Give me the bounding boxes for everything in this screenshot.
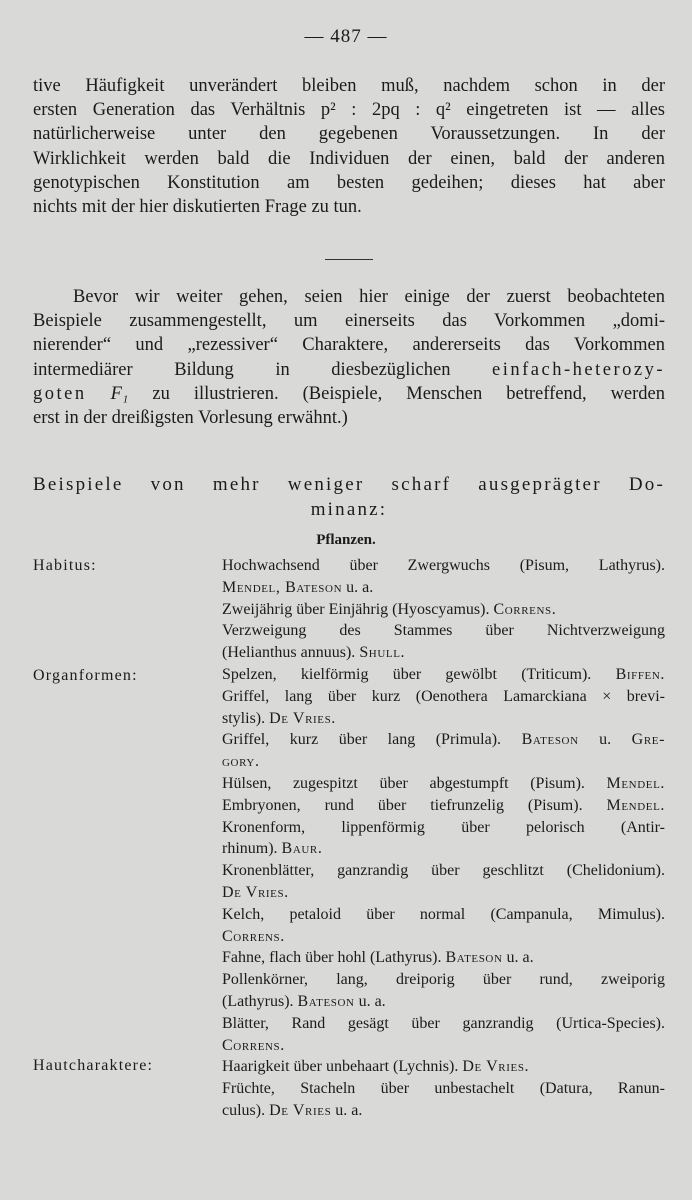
entry-suffix: u. a. — [354, 992, 386, 1010]
entry-text: Hülsen, zugespitzt über abgestumpft (Pisum). — [222, 774, 607, 792]
list-item — [222, 1013, 665, 1057]
emphasized-term: goten — [33, 383, 87, 404]
author-name: Mendel. — [606, 774, 665, 792]
author-name: Gre- — [631, 731, 666, 749]
list-item — [222, 729, 665, 773]
entry-text: (Lathyrus). — [222, 992, 298, 1010]
text-line: tive Häufigkeit unverändert bleiben muß, nachdem schon in der — [33, 76, 665, 96]
entry-text: culus). — [222, 1101, 270, 1119]
heading-line: minanz: — [310, 499, 388, 520]
entry-text: Embryonen, rund über tiefrunzelig (Pisum). — [222, 796, 607, 814]
list-item — [222, 969, 665, 1013]
author-name: De Vries. — [269, 709, 336, 727]
entry-line: Kronenform, lippenförmig über pelorisch (Antir- — [222, 818, 665, 836]
emphasized-term: einfach-heterozy- — [492, 359, 665, 380]
list-item — [222, 599, 665, 621]
list-item — [222, 773, 665, 795]
text-segment: intermediärer Bildung in diesbezüglichen — [33, 359, 451, 380]
author-name: Biffen. — [615, 665, 665, 683]
entry-text: (Helianthus annuus). — [222, 644, 360, 662]
list-item — [222, 1078, 665, 1122]
entry-suffix: u. a. — [502, 949, 534, 967]
entry-line: Verzweigung des Stammes über Nichtverzweigung — [222, 622, 665, 640]
paragraph-continuation — [33, 74, 665, 219]
author-name: Bateson — [445, 949, 503, 967]
formula-f1: F₁ — [110, 383, 129, 404]
author-name: gory. — [222, 753, 260, 771]
list-item — [222, 1056, 665, 1078]
entry-line — [222, 991, 665, 1013]
entry-line: Früchte, Stacheln über unbestachelt (Datura, Ranun- — [222, 1080, 665, 1098]
entry-text: Zweijährig über Einjährig (Hyoscyamus). — [222, 600, 494, 618]
entry-line — [222, 1056, 665, 1078]
entry-line — [222, 642, 665, 664]
entry-line: Pollenkörner, lang, dreiporig über rund, zweiporig — [222, 971, 665, 989]
author-name: De Vries — [269, 1101, 332, 1119]
list-item — [222, 947, 665, 969]
entry-line — [222, 599, 665, 621]
list-item — [222, 860, 665, 904]
text-line: nierender“ und „rezessiver“ Charaktere, andererseits das Vorkommen — [33, 335, 665, 356]
text-line: natürlicherweise unter den gegebenen Voraussetzungen. In der — [33, 124, 665, 145]
text-line: Bevor wir weiter gehen, seien hier einige der zuerst beobachteten — [73, 287, 665, 307]
text-line: genotypischen Konstitution am besten gedeihen; dieses hat aber — [33, 172, 665, 193]
entry-text: Spelzen, kielförmig über gewölbt (Triticum). — [222, 665, 616, 683]
entry-line — [222, 1100, 665, 1122]
author-name: Baur. — [281, 840, 323, 858]
author-name: Correns. — [493, 600, 557, 618]
entry-line — [222, 729, 665, 751]
text-line: erst in der dreißigsten Vorlesung erwähnt.) — [33, 408, 348, 429]
list-item — [222, 664, 665, 686]
list-item — [222, 817, 665, 861]
entry-line: Blätter, Rand gesägt über ganzrandig (Urtica-Species). — [222, 1014, 665, 1032]
entry-text: Haarigkeit über unbehaart (Lychnis). — [222, 1058, 463, 1076]
entry-text: Fahne, flach über hohl (Lathyrus). — [222, 949, 446, 967]
entry-line — [222, 773, 665, 795]
entry-text: Griffel, kurz über lang (Primula). — [222, 731, 522, 749]
author-name: Correns. — [222, 1036, 285, 1054]
entry-text: u. — [578, 731, 632, 749]
text-line: nichts mit der hier diskutierten Frage zu tun. — [33, 197, 362, 218]
entry-line — [222, 577, 665, 599]
heading-line: Beispiele von mehr weniger scharf ausgeprägter Do- — [33, 474, 665, 495]
text-line — [33, 382, 665, 406]
entry-suffix: u. a. — [342, 578, 374, 596]
list-item — [222, 620, 665, 664]
entry-text: rhinum). — [222, 840, 282, 858]
author-name: Mendel, Bateson — [222, 578, 343, 596]
text-segment: zu illustrieren. (Beispiele, Menschen betreffend, werden — [152, 383, 666, 404]
section-divider — [325, 259, 373, 260]
entry-line — [222, 795, 665, 817]
paragraph-intro — [33, 285, 665, 430]
text-line — [33, 358, 665, 382]
entry-line — [222, 947, 665, 969]
author-name: Mendel. — [606, 796, 665, 814]
category-label: Habitus: — [33, 557, 97, 574]
text-line: ersten Generation das Verhältnis p² : 2pq : q² eingetreten ist — alles — [33, 100, 665, 121]
author-name: De Vries. — [462, 1058, 530, 1076]
author-name: Bateson — [521, 731, 579, 749]
entry-line: Kelch, petaloid über normal (Campanula, Mimulus). — [222, 905, 665, 923]
text-line: Wirklichkeit werden bald die Individuen der einen, bald der anderen — [33, 148, 665, 169]
list-item — [222, 795, 665, 817]
text-line: Beispiele zusammengestellt, um einerseits das Vorkommen „domi- — [33, 311, 665, 332]
author-name: Shull. — [359, 644, 406, 662]
entry-line — [222, 664, 665, 686]
category-label: Organformen: — [33, 667, 138, 684]
section-heading — [33, 472, 665, 522]
list-item — [222, 555, 665, 599]
page-number: — 487 — — [304, 26, 388, 47]
subheading: Pflanzen. — [316, 532, 376, 548]
entry-text: stylis). — [222, 709, 270, 727]
entry-line — [222, 838, 665, 860]
entry-line: Hochwachsend über Zwergwuchs (Pisum, Lathyrus). — [222, 557, 665, 574]
category-label: Hautcharaktere: — [33, 1057, 154, 1074]
examples-list — [222, 555, 665, 1122]
entry-suffix: u. a. — [331, 1101, 363, 1119]
entry-line: Griffel, lang über kurz (Oenothera Lamarckiana × brevi- — [222, 687, 665, 705]
list-item — [222, 904, 665, 948]
list-item — [222, 686, 665, 730]
entry-line: Kronenblätter, ganzrandig über geschlitzt (Chelidonium). — [222, 862, 665, 880]
entry-line — [222, 708, 665, 730]
author-name: Bateson — [297, 992, 355, 1010]
author-name: De Vries. — [222, 883, 289, 901]
author-name: Correns. — [222, 927, 285, 945]
